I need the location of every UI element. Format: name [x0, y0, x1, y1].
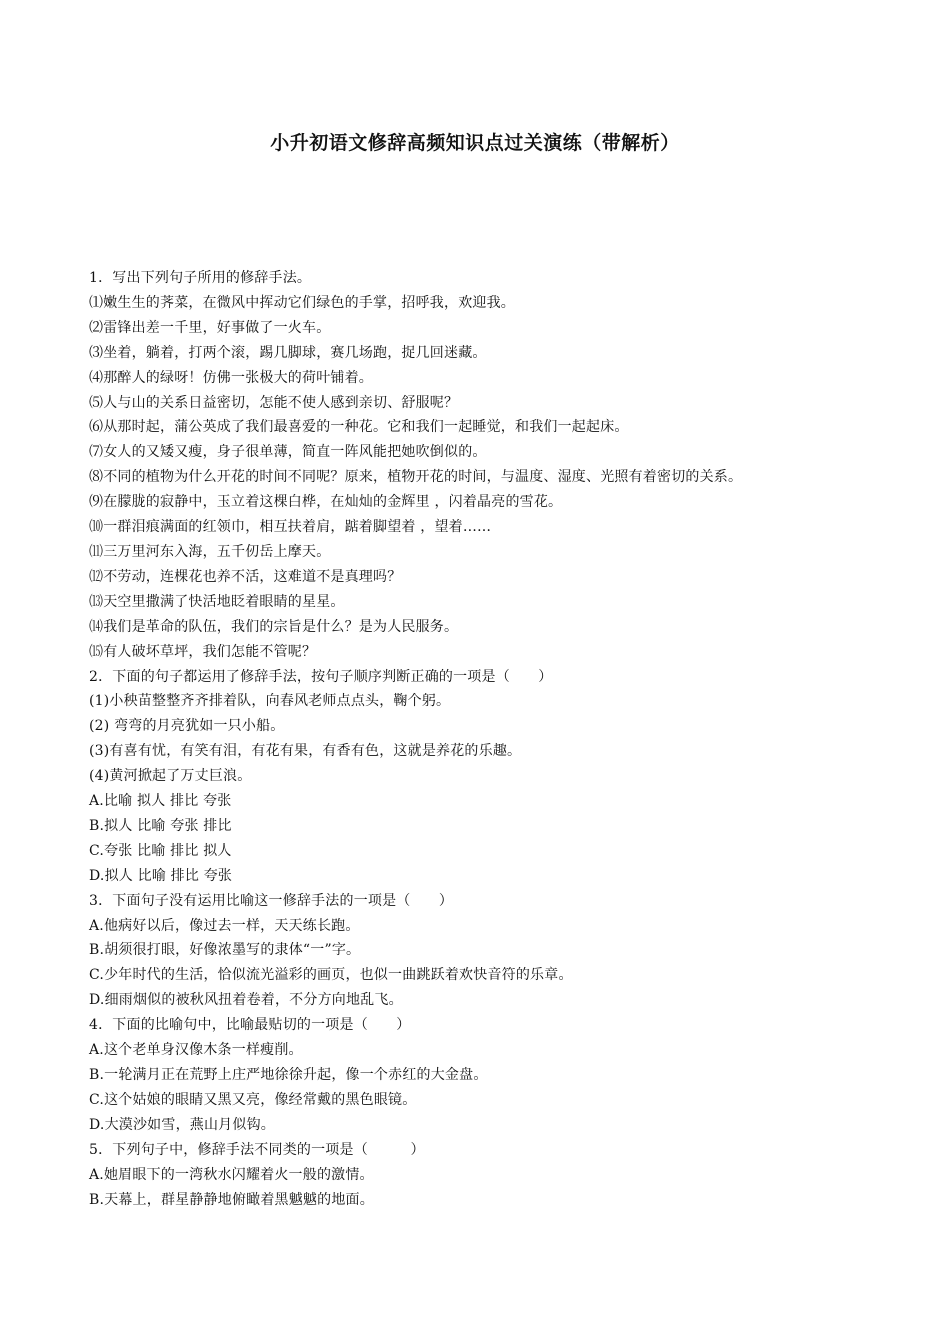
text-line: 5．下列句子中，修辞手法不同类的一项是（ ）	[89, 1141, 425, 1158]
text-line: ⑻不同的植物为什么开花的时间不同呢？原来，植物开花的时间，与温度、湿度、光照有着密切的关系。	[89, 469, 743, 486]
text-line: ⑾三万里河东入海，五千仞岳上摩天。	[89, 543, 331, 560]
text-line: (4)黄河掀起了万丈巨浪。	[89, 768, 252, 785]
text-line: B.胡须很打眼，好像浓墨写的隶体“一”字。	[89, 942, 361, 959]
text-line: (2) 弯弯的月亮犹如一只小船。	[89, 718, 285, 735]
text-line: C.少年时代的生活，恰似流光溢彩的画页，也似一曲跳跃着欢快音符的乐章。	[89, 967, 573, 984]
text-line: D.拟人 比喻 排比 夸张	[89, 867, 233, 884]
text-line: (1)小秧苗整整齐齐排着队，向春风老师点点头，鞠个躬。	[89, 693, 451, 710]
text-line: ⒂有人破坏草坪，我们怎能不管呢？	[89, 643, 317, 660]
text-line: 3．下面句子没有运用比喻这一修辞手法的一项是（ ）	[89, 892, 454, 909]
text-line: ⑺女人的又矮又瘦，身子很单薄，简直一阵风能把她吹倒似的。	[89, 444, 487, 461]
text-line: ⑼在朦胧的寂静中，玉立着这棵白桦，在灿灿的金辉里 ，闪着晶亮的雪花。	[89, 494, 563, 511]
text-line: ⑶坐着，躺着，打两个滚，踢几脚球，赛几场跑，捉几回迷藏。	[89, 344, 487, 361]
text-line: ⑿不劳动，连棵花也养不活，这难道不是真理吗？	[89, 568, 402, 585]
text-line: D.细雨烟似的被秋风扭着卷着，不分方向地乱飞。	[89, 992, 403, 1009]
text-line: A.这个老单身汉像木条一样瘦削。	[89, 1042, 303, 1059]
text-line: ⑽一群泪痕满面的红领巾，相互扶着肩，踮着脚望着 ，望着……	[89, 519, 492, 536]
text-line: C.夸张 比喻 排比 拟人	[89, 842, 232, 859]
text-line: B.拟人 比喻 夸张 排比	[89, 817, 232, 834]
text-line: D.大漠沙如雪，燕山月似钩。	[89, 1116, 275, 1133]
text-line: A.她眉眼下的一湾秋水闪耀着火一般的激情。	[89, 1166, 374, 1183]
text-line: ⑵雷锋出差一千里，好事做了一火车。	[89, 319, 331, 336]
text-line: ⑹从那时起，蒲公英成了我们最喜爱的一种花。它和我们一起睡觉，和我们一起起床。	[89, 419, 629, 436]
text-line: A.他病好以后，像过去一样，天天练长跑。	[89, 917, 360, 934]
document-title: 小升初语文修辞高频知识点过关演练（带解析）	[270, 132, 680, 154]
text-line: ⑴嫩生生的荠菜，在微风中挥动它们绿色的手掌，招呼我，欢迎我。	[89, 294, 515, 311]
document-body	[89, 266, 919, 1212]
text-line: ⑷那醉人的绿呀！仿佛一张极大的荷叶铺着。	[89, 369, 373, 386]
text-line: A.比喻 拟人 排比 夸张	[89, 793, 232, 810]
text-line: ⒁我们是革命的队伍，我们的宗旨是什么？是为人民服务。	[89, 618, 459, 635]
text-line: B.一轮满月正在荒野上庄严地徐徐升起，像一个赤红的大金盘。	[89, 1067, 488, 1083]
text-line: 4．下面的比喻句中，比喻最贴切的一项是（ ）	[89, 1017, 411, 1034]
text-line: 1．写出下列句子所用的修辞手法。	[89, 270, 312, 286]
text-line: C.这个姑娘的眼睛又黑又亮，像经常戴的黑色眼镜。	[89, 1091, 417, 1108]
text-line: ⑸人与山的关系日益密切，怎能不使人感到亲切、舒服呢？	[89, 394, 459, 411]
text-line: B.天幕上，群星静静地俯瞰着黑魆魆的地面。	[89, 1191, 374, 1208]
text-line: 2．下面的句子都运用了修辞手法，按句子顺序判断正确的一项是（ ）	[89, 668, 553, 685]
text-line: (3)有喜有忧，有笑有泪，有花有果，有香有色，这就是养花的乐趣。	[89, 743, 522, 760]
text-line: ⒀天空里撒满了快活地眨着眼睛的星星。	[89, 593, 345, 610]
